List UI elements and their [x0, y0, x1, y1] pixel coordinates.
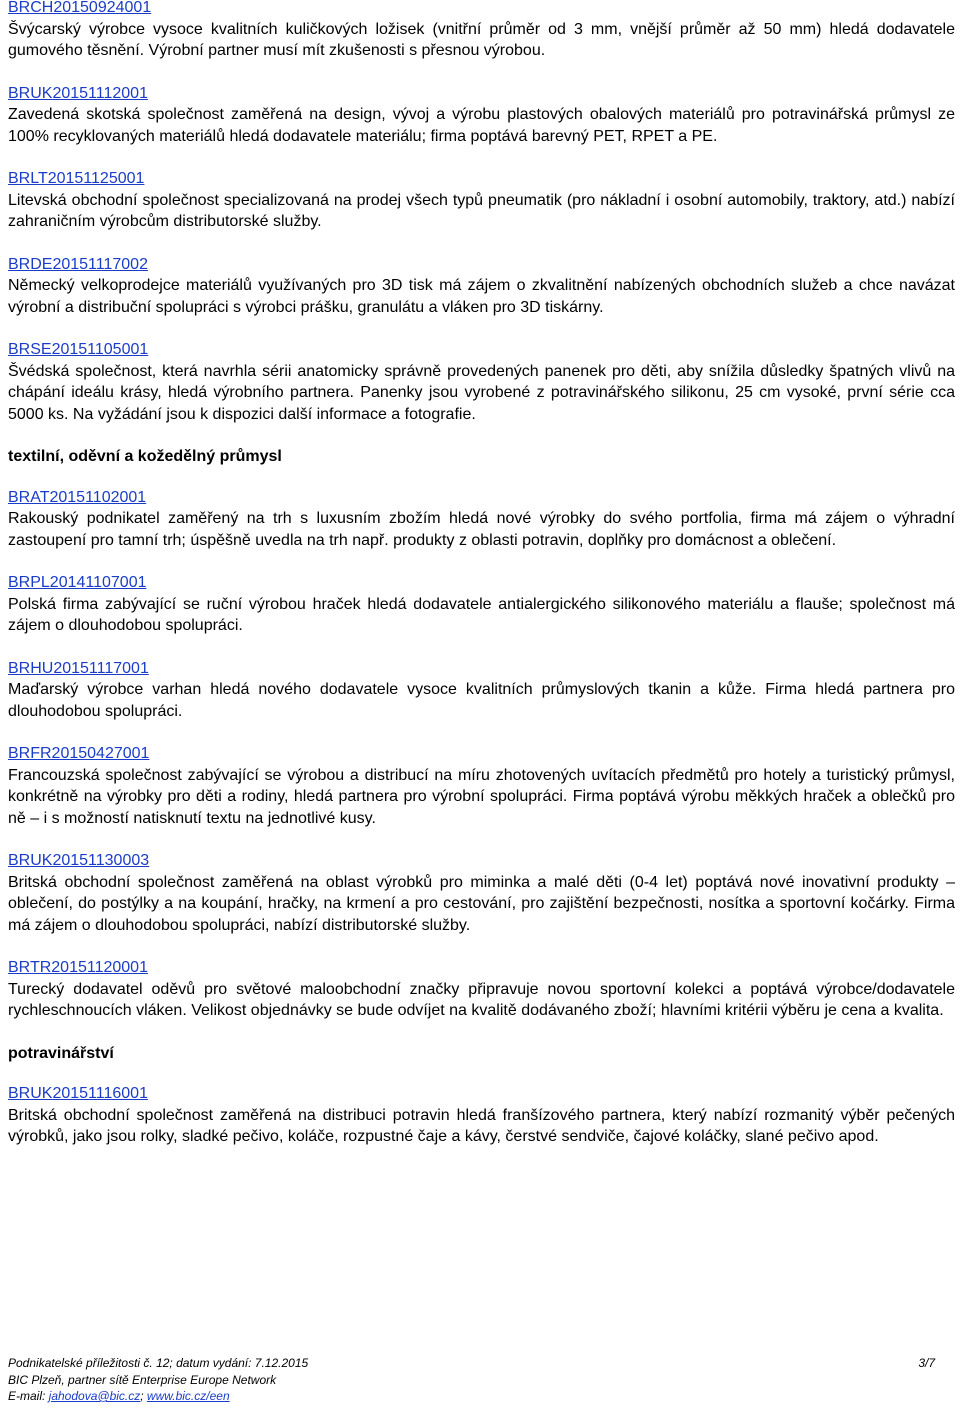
- section-heading-food: potravinářství: [8, 1044, 114, 1062]
- entry-code-link[interactable]: BRUK20151116001: [8, 1085, 148, 1102]
- list-item: [8, 83, 955, 148]
- entry-code-link[interactable]: BRTR20151120001: [8, 959, 148, 976]
- page-footer: [8, 1355, 935, 1405]
- entry-code-link[interactable]: BRAT20151102001: [8, 488, 147, 506]
- footer-organization: BIC Plzeň, partner sítě Enterprise Europe Network: [8, 1372, 277, 1387]
- footer-separator: ;: [140, 1389, 147, 1403]
- section-heading-textile: textilní, oděvní a kožedělný průmysl: [8, 448, 282, 465]
- footer-row: [8, 1355, 935, 1372]
- footer-contacts: [8, 1388, 935, 1405]
- list-item: [8, 572, 955, 637]
- entry-code-link[interactable]: BRDE20151117002: [8, 255, 148, 273]
- entry-code-link[interactable]: BRFR20150427001: [8, 745, 150, 762]
- list-item: [8, 850, 955, 936]
- list-item: [8, 957, 955, 1022]
- list-item: [8, 658, 955, 723]
- entry-description: Zavedená skotská společnost zaměřená na design, vývoj a výrobu plastových obalových materiálů pro potravinářská průmysl ze 100% recyklovaných materiálů hledá dodavatele materiálu; firma poptává barevný PET, RPET a PE.: [8, 106, 955, 145]
- entry-description: Maďarský výrobce varhan hledá nového dodavatele vysoce kvalitních průmyslových tkanin a kůže. Firma hledá partnera pro dlouhodobou spolupráci.: [8, 681, 955, 720]
- entry-code-link[interactable]: BRCH20150924001: [8, 0, 152, 16]
- entry-description: Německý velkoprodejce materiálů využívaných pro 3D tisk má zájem o zkvalitnění nabízených obchodních služeb a chce navázat výrobní a distribuční spolupráci s výrobci prášku, granulátu a vláken pro 3D tiskárny.: [8, 277, 955, 316]
- list-item: [8, 168, 955, 233]
- list-item: [8, 254, 955, 319]
- entry-description: Švédská společnost, která navrhla sérii anatomicky správně provedených panenek pro děti, aby snížila důsledky špatných vlivů na chápání ideálu krásy, hledá výrobního partnera. Panenky jsou vyrobené z potravinářského silikonu, 25 cm vysoké, první série cca 5000 ks. Na vyžádání jsou k dispozici další informace a fotografie.: [8, 362, 955, 423]
- footer-email-link[interactable]: jahodova@bic.cz: [48, 1389, 141, 1403]
- footer-issue-info: Podnikatelské příležitosti č. 12; datum vydání: 7.12.2015: [8, 1356, 309, 1370]
- document-page: [8, 0, 955, 1169]
- entry-description: Polská firma zabývající se ruční výrobou hraček hledá dodavatele antialergického silikonového materiálu a flauše; společnost má zájem o dlouhodobou spolupráci.: [8, 595, 955, 634]
- footer-website-link[interactable]: www.bic.cz/een: [146, 1389, 230, 1403]
- entry-description: Turecký dodavatel oděvů pro světové maloobchodní značky připravuje novou sportovní kolekci a poptává výrobce/dodavatele rychleschnoucích vláken. Velikost objednávky se bude odvíjet na kvalitě dodávaného zboží; hlavními kritérii výběru je cena a kvalita.: [8, 980, 955, 1019]
- entry-code-link[interactable]: BRUK20151112001: [8, 84, 148, 102]
- entry-code-link[interactable]: BRHU20151117001: [8, 659, 149, 677]
- entry-description: Britská obchodní společnost zaměřená na distribuci potravin hledá franšízového partnera, který nabízí rozmanitý výběr pečených výrobků, jako jsou rolky, sladké pečivo, koláče, rozpustné čaje a kávy, čerstvé sendviče, čajové koláčky, slané pečivo apod.: [8, 1106, 955, 1145]
- list-item: [8, 1083, 955, 1148]
- list-item: [8, 743, 955, 829]
- entry-description: Švýcarský výrobce vysoce kvalitních kuličkových ložisek (vnitřní průměr od 3 mm, vnější průměr až 50 mm) hledá dodavatele gumového těsnění. Výrobní partner musí mít zkušenosti s přesnou výrobou.: [8, 20, 955, 59]
- entry-description: Britská obchodní společnost zaměřená na oblast výrobků pro miminka a malé děti (0-4 let) poptává nové inovativní produkty – oblečení, do postýlky a na koupání, hračky, na krmení a pro cestování, pro zajištění bezpečnosti, nosítka a sportovní kočárky. Firma má zájem o dlouhodobou spolupráci, nabízí distributorské služby.: [8, 873, 955, 934]
- list-item: [8, 0, 955, 62]
- entry-description: Litevská obchodní společnost specializovaná na prodej všech typů pneumatik (pro nákladní i osobní automobily, traktory, atd.) nabízí zahraničním výrobcům distributorské služby.: [8, 191, 955, 230]
- entry-description: Francouzská společnost zabývající se výrobou a distribucí na míru zhotovených uvítacích předmětů pro hotely a turistický průmysl, konkrétně na výrobky pro děti a rodiny, hledá partnera pro výrobní spolupráci. Firma poptává výrobu měkkých hraček a oblečků pro ně – i s možností natisknutí textu na jednotlivé kusy.: [8, 766, 955, 827]
- entry-code-link[interactable]: BRLT20151125001: [8, 170, 145, 187]
- entry-code-link[interactable]: BRUK20151130003: [8, 852, 150, 869]
- list-item: [8, 487, 955, 552]
- entry-description: Rakouský podnikatel zaměřený na trh s luxusním zbožím hledá nové výrobky do svého portfolia, firma má zájem o výhradní zastoupení pro tamní trh; úspěšně uvedla na trh např. produkty z oblasti potravin, doplňky pro domácnost a oblečení.: [8, 510, 955, 549]
- entry-code-link[interactable]: BRPL20141107001: [8, 574, 147, 591]
- footer-email-label: E-mail:: [8, 1389, 49, 1403]
- entry-code-link[interactable]: BRSE20151105001: [8, 341, 149, 358]
- list-item: [8, 339, 955, 425]
- footer-page-number: 3/7: [918, 1356, 935, 1370]
